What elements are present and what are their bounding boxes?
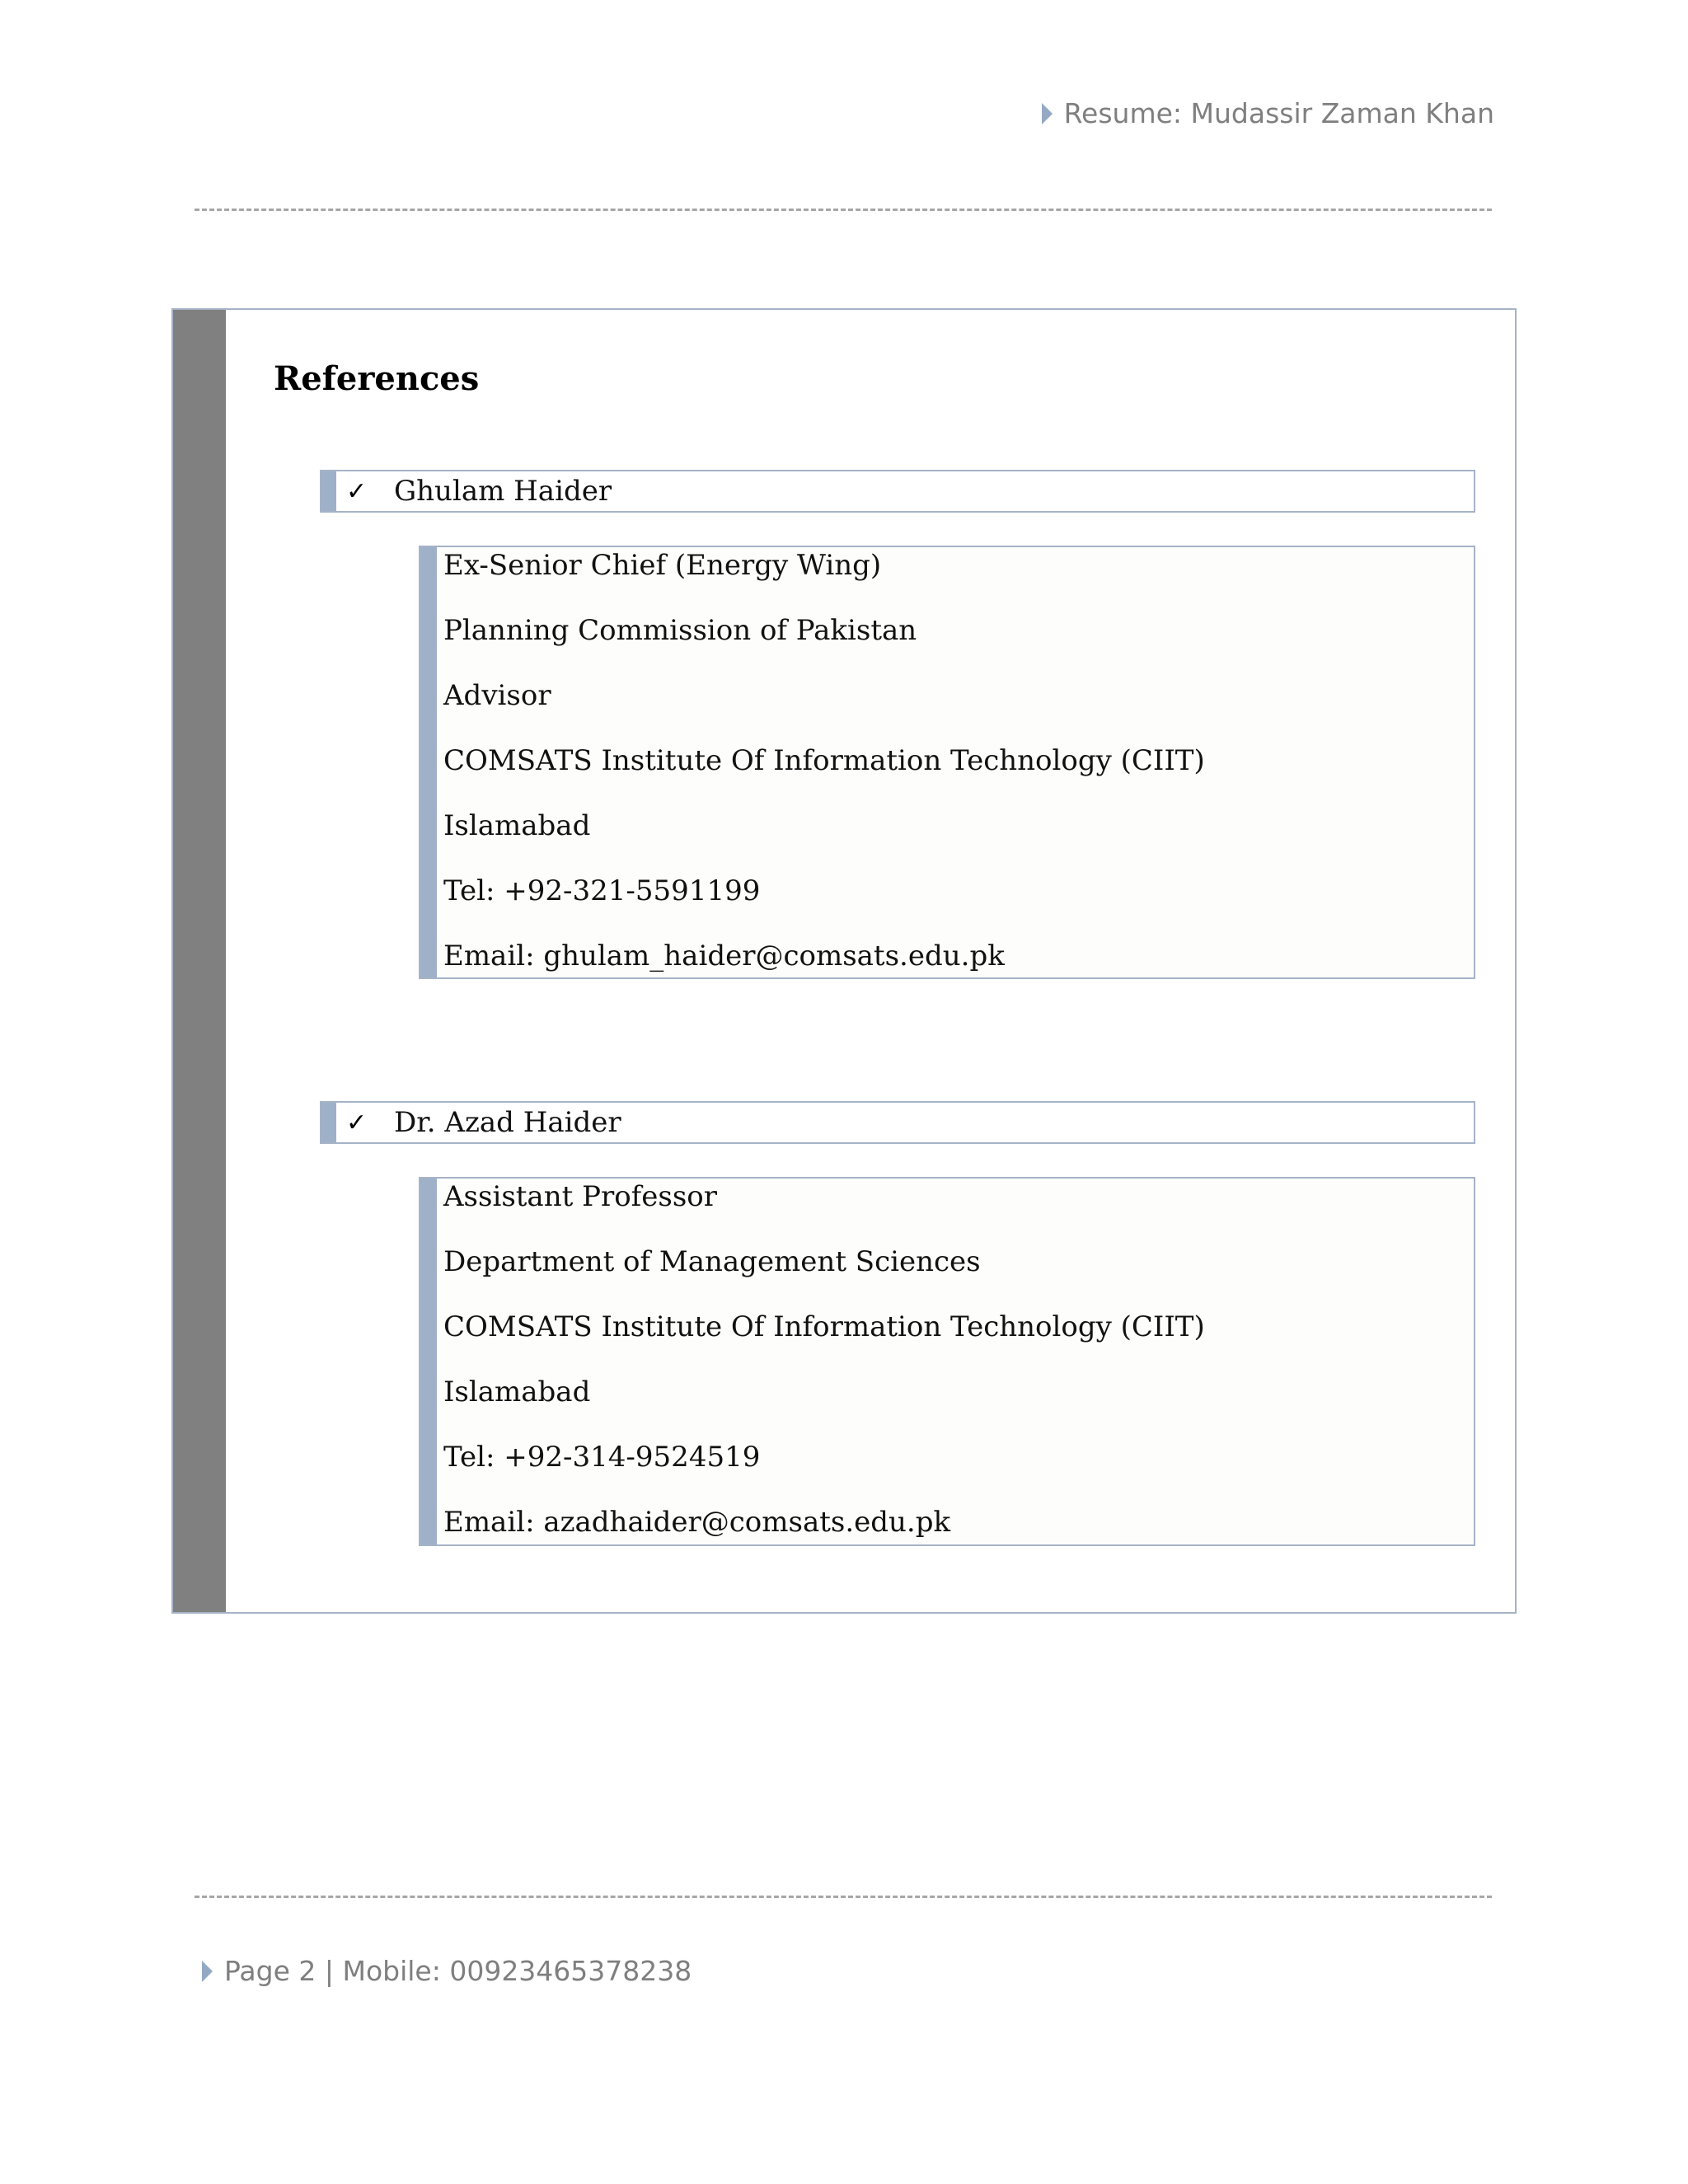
reference-name-bar bbox=[320, 1101, 1475, 1144]
triangle-right-icon bbox=[202, 1961, 213, 1982]
reference-organization: COMSATS Institute Of Information Technology (CIIT) bbox=[443, 744, 1205, 777]
reference-phone: Tel: +92-321-5591199 bbox=[443, 874, 761, 907]
reference-department: Department of Management Sciences bbox=[443, 1245, 981, 1278]
reference-organization: COMSATS Institute Of Information Technology (CIIT) bbox=[443, 1310, 1205, 1343]
reference-email: Email: azadhaider@comsats.edu.pk bbox=[443, 1506, 951, 1539]
reference-name: Dr. Azad Haider bbox=[394, 1106, 621, 1139]
checkmark-icon: ✓ bbox=[346, 1108, 368, 1137]
header-divider bbox=[195, 209, 1492, 211]
reference-title: Advisor bbox=[443, 679, 551, 712]
reference-organization: Planning Commission of Pakistan bbox=[443, 614, 917, 647]
reference-name-bar bbox=[320, 470, 1475, 513]
reference-accent bbox=[321, 471, 336, 511]
details-accent bbox=[420, 547, 437, 977]
page-header bbox=[1042, 97, 1494, 129]
reference-accent bbox=[321, 1103, 336, 1142]
references-section bbox=[171, 308, 1517, 1614]
reference-name: Ghulam Haider bbox=[394, 475, 612, 508]
reference-title: Assistant Professor bbox=[443, 1180, 717, 1213]
header-text: Resume: Mudassir Zaman Khan bbox=[1063, 97, 1494, 129]
checkmark-icon: ✓ bbox=[346, 476, 368, 506]
section-title: References bbox=[274, 359, 480, 398]
reference-details bbox=[419, 546, 1475, 979]
footer-divider bbox=[195, 1896, 1492, 1898]
reference-title: Ex-Senior Chief (Energy Wing) bbox=[443, 549, 882, 582]
details-accent bbox=[420, 1179, 437, 1544]
reference-city: Islamabad bbox=[443, 809, 591, 842]
reference-email: Email: ghulam_haider@comsats.edu.pk bbox=[443, 940, 1005, 972]
triangle-right-icon bbox=[1042, 103, 1053, 124]
reference-phone: Tel: +92-314-9524519 bbox=[443, 1441, 761, 1474]
page-footer bbox=[202, 1955, 692, 1987]
footer-text: Page 2 | Mobile: 00923465378238 bbox=[224, 1955, 692, 1987]
reference-details bbox=[419, 1177, 1475, 1546]
section-sidebar bbox=[173, 310, 226, 1612]
reference-city: Islamabad bbox=[443, 1376, 591, 1408]
